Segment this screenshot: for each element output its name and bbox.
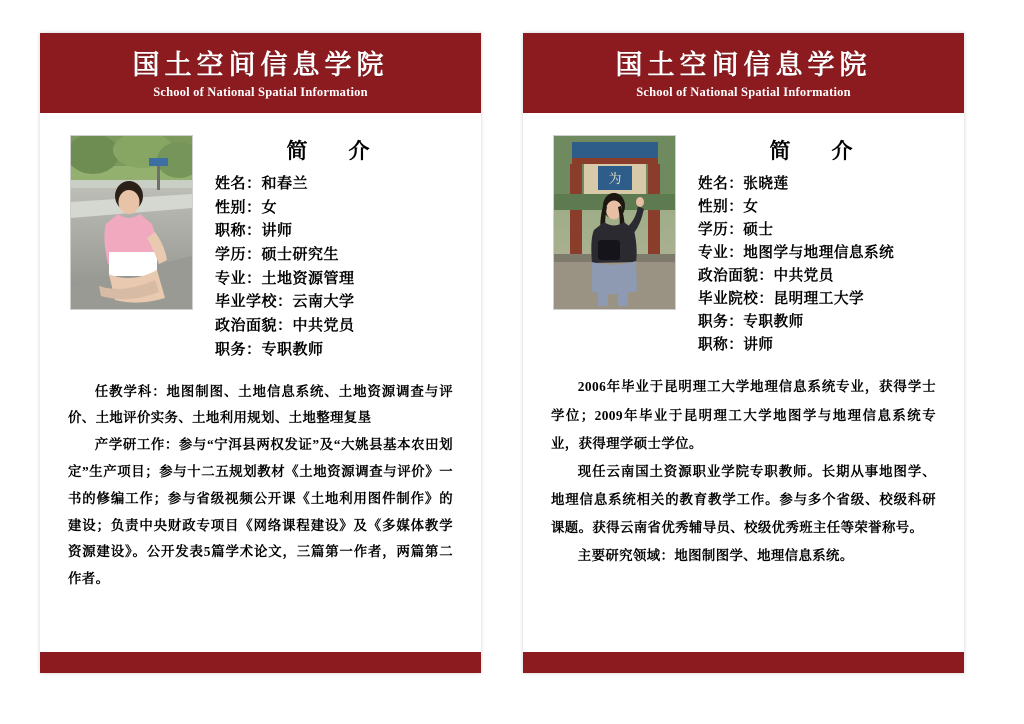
field-gender: 性别：女 bbox=[215, 199, 278, 216]
paragraph-education-history: 2006年毕业于昆明理工大学地理信息系统专业，获得学士学位；2009年毕业于昆明理工大学地图学与地理信息系统专业，获得理学硕士学位。 bbox=[551, 379, 936, 451]
field-name: 姓名：张晓莲 bbox=[698, 176, 789, 192]
paragraph-teaching-subjects: 任教学科：地图制图、土地信息系统、土地资源调查与评价、土地评价实务、土地利用规划、土地整理复垦 bbox=[68, 383, 453, 426]
card-footer-right bbox=[523, 652, 964, 673]
field-school: 毕业院校：昆明理工大学 bbox=[698, 291, 865, 308]
field-political-status: 政治面貌：中共党员 bbox=[215, 318, 355, 335]
profile-card-left bbox=[40, 33, 481, 673]
field-political-status: 政治面貌：中共党员 bbox=[698, 268, 834, 285]
profile-paragraphs-right bbox=[523, 357, 964, 570]
field-major: 专业：地图学与地理信息系统 bbox=[698, 245, 895, 262]
field-education: 学历：硕士 bbox=[698, 222, 774, 239]
field-gender: 性别：女 bbox=[698, 199, 759, 216]
institute-name-en: School of National Spatial Information bbox=[153, 84, 368, 99]
section-title-left: 简 介 bbox=[286, 139, 380, 163]
field-position: 职务：专职教师 bbox=[215, 341, 324, 358]
profile-card-right bbox=[523, 33, 964, 673]
profile-top-block-right bbox=[523, 113, 964, 357]
portrait-photo-left bbox=[70, 135, 193, 310]
paragraph-current-work: 现任云南国土资源职业学院专职教师。长期从事地图学、地理信息系统相关的教育教学工作。参与多个省级、校级科研课题。获得云南省优秀辅导员、校级优秀班主任等荣誉称号。 bbox=[551, 463, 936, 536]
field-title: 职称：讲师 bbox=[215, 223, 293, 240]
field-education: 学历：硕士研究生 bbox=[215, 247, 340, 264]
portrait-photo-right bbox=[553, 135, 676, 310]
field-school: 毕业学校：云南大学 bbox=[215, 294, 355, 311]
section-title-right: 简 介 bbox=[769, 139, 863, 163]
card-body-right bbox=[523, 113, 964, 652]
field-major: 专业：土地资源管理 bbox=[215, 270, 355, 287]
institute-name-en: School of National Spatial Information bbox=[636, 84, 851, 99]
profile-info-left bbox=[193, 135, 461, 363]
paragraph-research-work: 产学研工作：参与“宁洱县两权发证”及“大姚县基本农田划定”生产项目；参与十二五规划教材《土地资源调查与评价》一书的修编工作；参与省级视频公开课《土地利用图件制作》的建设；负责中央财政专项目《网络课程建设》及《多媒体教学资源建设》。公开发表5篇学术论文，三篇第一作者，两篇第二作者。 bbox=[68, 437, 453, 587]
card-body-left bbox=[40, 113, 481, 652]
field-name: 姓名：和春兰 bbox=[215, 176, 309, 192]
profile-paragraphs-left bbox=[40, 363, 481, 594]
card-header-right bbox=[523, 33, 964, 113]
field-title: 职称：讲师 bbox=[698, 337, 774, 354]
card-header-left bbox=[40, 33, 481, 113]
field-position: 职务：专职教师 bbox=[698, 314, 804, 331]
card-footer-left bbox=[40, 652, 481, 673]
institute-name-cn: 国土空间信息学院 bbox=[615, 50, 872, 81]
svg-text:为: 为 bbox=[608, 171, 622, 186]
institute-name-cn: 国土空间信息学院 bbox=[132, 50, 389, 81]
profile-info-right bbox=[676, 135, 944, 357]
paragraph-research-fields: 主要研究领域：地图制图学、地理信息系统。 bbox=[577, 548, 854, 564]
profile-top-block-left bbox=[40, 113, 481, 363]
